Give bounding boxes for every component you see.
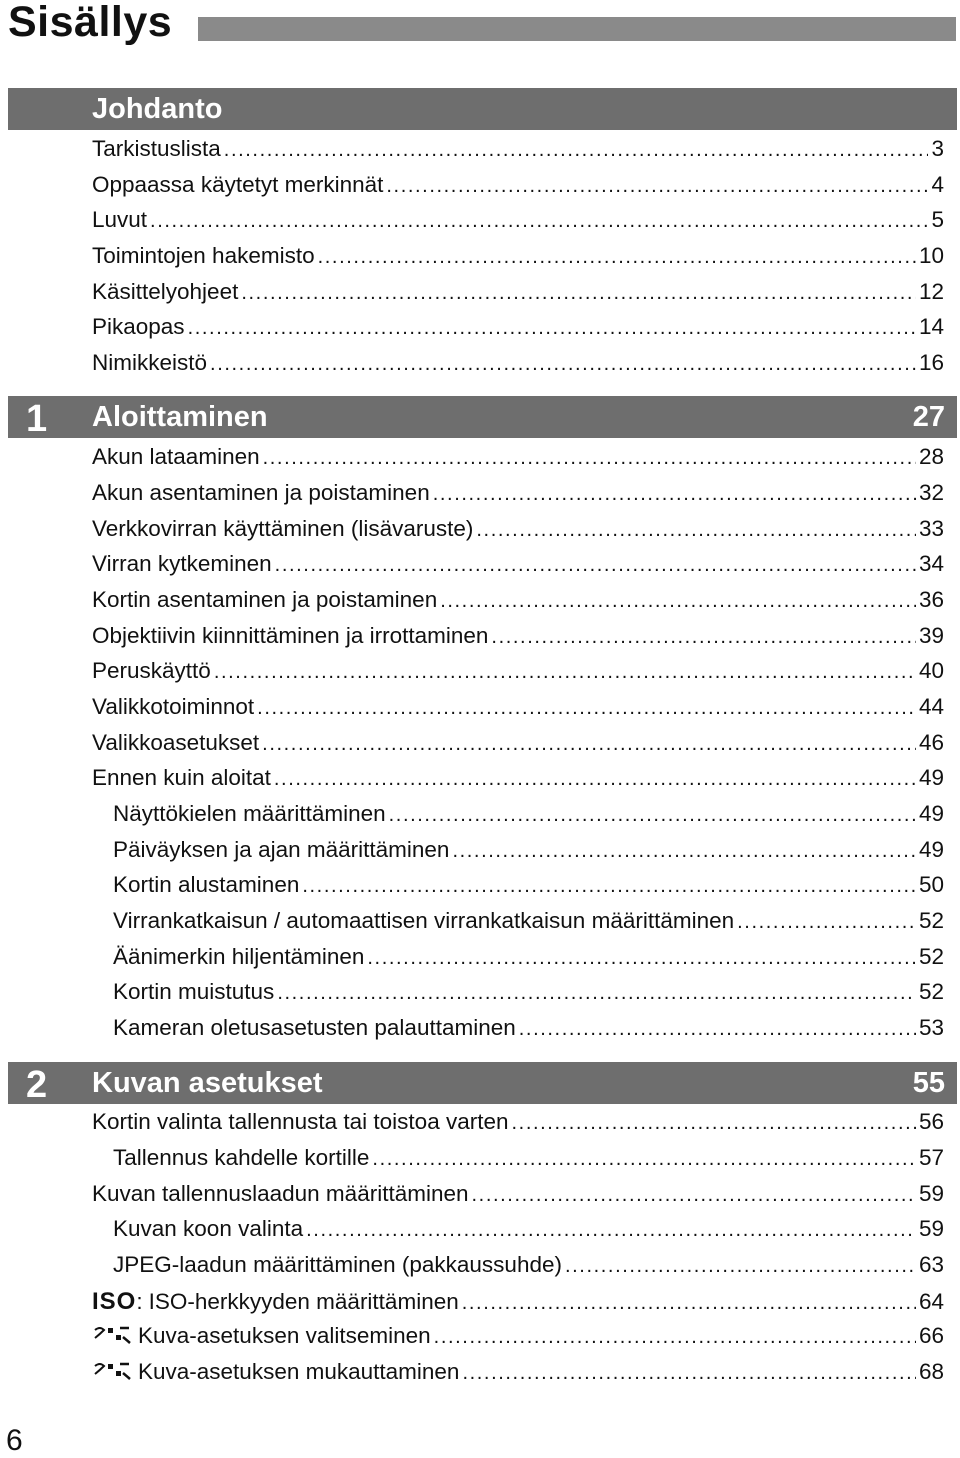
chapter-number: 1 bbox=[26, 398, 48, 440]
toc-subentry[interactable] bbox=[113, 1252, 944, 1282]
entry-label: Päiväyksen ja ajan määrittäminen bbox=[113, 837, 450, 862]
dot-leader bbox=[452, 840, 916, 863]
dot-leader bbox=[433, 483, 916, 506]
entry-label: Valikkoasetukset bbox=[92, 730, 260, 755]
toc-subentry[interactable] bbox=[113, 1015, 944, 1045]
page-number: 6 bbox=[6, 1424, 23, 1457]
dot-leader bbox=[462, 1362, 916, 1385]
entry-label: Käsittelyohjeet bbox=[92, 279, 239, 304]
entry-label: Tallennus kahdelle kortille bbox=[113, 1145, 370, 1170]
entry-label: JPEG-laadun määrittäminen (pakkaussuhde) bbox=[113, 1252, 562, 1277]
toc-subentry[interactable] bbox=[113, 837, 944, 867]
dot-leader bbox=[188, 317, 916, 340]
dot-leader bbox=[386, 175, 928, 198]
toc-subentry[interactable] bbox=[113, 944, 944, 974]
entry-label: Nimikkeistö bbox=[92, 350, 208, 375]
entry-page: 64 bbox=[918, 1289, 944, 1314]
entry-page: 12 bbox=[918, 279, 944, 304]
entry-label: Valikkotoiminnot bbox=[92, 694, 255, 719]
dot-leader bbox=[737, 911, 916, 934]
entry-page: 56 bbox=[918, 1109, 944, 1134]
toc-entry[interactable] bbox=[92, 587, 944, 617]
entry-label: Kortin muistutus bbox=[113, 979, 275, 1004]
entry-label: Äänimerkin hiljentäminen bbox=[113, 944, 365, 969]
chapter-number: 2 bbox=[26, 1064, 48, 1106]
toc-entry[interactable] bbox=[92, 1181, 944, 1211]
entry-page: 10 bbox=[918, 243, 944, 268]
toc-entry[interactable] bbox=[92, 730, 944, 760]
toc-subentry[interactable] bbox=[113, 872, 944, 902]
entry-label: Näyttökielen määrittäminen bbox=[113, 801, 386, 826]
entry-page: 39 bbox=[918, 623, 944, 648]
entry-label: Kuvan tallennuslaadun määrittäminen bbox=[92, 1181, 469, 1206]
entry-label: Virran kytkeminen bbox=[92, 551, 272, 576]
page-title: Sisällys bbox=[8, 0, 173, 46]
toc-entry[interactable] bbox=[92, 1109, 944, 1139]
dot-leader bbox=[519, 1018, 916, 1041]
entry-page: 68 bbox=[918, 1359, 944, 1384]
entry-label-group bbox=[92, 1288, 459, 1316]
dot-leader bbox=[476, 519, 916, 542]
toc-entry[interactable] bbox=[92, 172, 944, 202]
entry-label-group bbox=[92, 1359, 459, 1385]
dot-leader bbox=[277, 982, 916, 1005]
dot-leader bbox=[274, 768, 916, 791]
title-rule-bar bbox=[198, 17, 956, 41]
entry-label: Luvut bbox=[92, 207, 148, 232]
toc-entry[interactable] bbox=[92, 314, 944, 344]
dot-leader bbox=[367, 947, 916, 970]
dot-leader bbox=[302, 875, 916, 898]
entry-label: Verkkovirran käyttäminen (lisävaruste) bbox=[92, 516, 474, 541]
dot-leader bbox=[372, 1148, 916, 1171]
entry-label: Oppaassa käytetyt merkinnät bbox=[92, 172, 384, 197]
toc-entry[interactable] bbox=[92, 136, 944, 166]
iso-colon: : bbox=[136, 1289, 143, 1314]
picture-style-icon bbox=[92, 1323, 132, 1349]
entry-page: 59 bbox=[918, 1216, 944, 1241]
toc-subentry[interactable] bbox=[113, 1216, 944, 1246]
section-page: 27 bbox=[912, 401, 945, 433]
entry-label: Pikaopas bbox=[92, 314, 185, 339]
section-title: Aloittaminen bbox=[92, 401, 268, 433]
toc-entry[interactable] bbox=[92, 516, 944, 546]
entry-page: 4 bbox=[931, 172, 944, 197]
entry-label: Ennen kuin aloitat bbox=[92, 765, 271, 790]
entry-page: 40 bbox=[918, 658, 944, 683]
dot-leader bbox=[462, 1292, 916, 1315]
dot-leader bbox=[210, 353, 916, 376]
toc-entry[interactable] bbox=[92, 243, 944, 273]
section-header-aloittaminen bbox=[8, 396, 957, 438]
entry-page: 3 bbox=[931, 136, 944, 161]
entry-label: Akun lataaminen bbox=[92, 444, 260, 469]
entry-label: ISO-herkkyyden määrittäminen bbox=[148, 1289, 459, 1314]
dot-leader bbox=[306, 1219, 916, 1242]
toc-entry[interactable] bbox=[92, 279, 944, 309]
entry-page: 49 bbox=[918, 837, 944, 862]
dot-leader bbox=[318, 246, 916, 269]
toc-entry[interactable] bbox=[92, 1288, 944, 1318]
section-title: Kuvan asetukset bbox=[92, 1067, 323, 1099]
toc-entry[interactable] bbox=[92, 765, 944, 795]
entry-page: 53 bbox=[918, 1015, 944, 1040]
entry-label: Kortin valinta tallennusta tai toistoa varten bbox=[92, 1109, 509, 1134]
entry-label-group bbox=[92, 1323, 431, 1349]
entry-label: Akun asentaminen ja poistaminen bbox=[92, 480, 430, 505]
toc-entry[interactable] bbox=[92, 551, 944, 581]
dot-leader bbox=[241, 282, 916, 305]
entry-page: 63 bbox=[918, 1252, 944, 1277]
entry-page: 44 bbox=[918, 694, 944, 719]
dot-leader bbox=[565, 1255, 916, 1278]
entry-label: Peruskäyttö bbox=[92, 658, 211, 683]
entry-page: 16 bbox=[918, 350, 944, 375]
toc-subentry[interactable] bbox=[113, 979, 944, 1009]
entry-page: 36 bbox=[918, 587, 944, 612]
dot-leader bbox=[512, 1112, 916, 1135]
dot-leader bbox=[224, 139, 929, 162]
entry-label: Toimintojen hakemisto bbox=[92, 243, 315, 268]
toc-entry[interactable] bbox=[92, 480, 944, 510]
entry-label: Objektiivin kiinnittäminen ja irrottaminen bbox=[92, 623, 489, 648]
section-header-johdanto bbox=[8, 88, 957, 130]
entry-label: Virrankatkaisun / automaattisen virrankatkaisun määrittäminen bbox=[113, 908, 735, 933]
entry-label: Kuva-asetuksen valitseminen bbox=[138, 1323, 431, 1348]
dot-leader bbox=[491, 626, 916, 649]
entry-page: 5 bbox=[931, 207, 944, 232]
entry-label: Tarkistuslista bbox=[92, 136, 221, 161]
picture-style-icon bbox=[92, 1359, 132, 1385]
dot-leader bbox=[389, 804, 916, 827]
iso-icon: ISO bbox=[92, 1288, 137, 1315]
entry-page: 52 bbox=[918, 944, 944, 969]
entry-label: Kortin asentaminen ja poistaminen bbox=[92, 587, 438, 612]
entry-label: Kortin alustaminen bbox=[113, 872, 300, 897]
dot-leader bbox=[434, 1326, 916, 1349]
entry-page: 28 bbox=[918, 444, 944, 469]
entry-page: 52 bbox=[918, 979, 944, 1004]
toc-subentry[interactable] bbox=[113, 801, 944, 831]
entry-page: 49 bbox=[918, 801, 944, 826]
toc-entry[interactable] bbox=[92, 444, 944, 474]
entry-page: 32 bbox=[918, 480, 944, 505]
toc-entry[interactable] bbox=[92, 207, 944, 237]
dot-leader bbox=[214, 661, 916, 684]
toc-entry[interactable] bbox=[92, 1359, 944, 1389]
entry-page: 34 bbox=[918, 551, 944, 576]
toc-entry[interactable] bbox=[92, 658, 944, 688]
dot-leader bbox=[275, 554, 916, 577]
toc-subentry[interactable] bbox=[113, 908, 944, 938]
toc-subentry[interactable] bbox=[113, 1145, 944, 1175]
entry-label: Kameran oletusasetusten palauttaminen bbox=[113, 1015, 516, 1040]
entry-page: 50 bbox=[918, 872, 944, 897]
dot-leader bbox=[472, 1184, 916, 1207]
entry-page: 66 bbox=[918, 1323, 944, 1348]
toc-entry[interactable] bbox=[92, 694, 944, 724]
toc-entry[interactable] bbox=[92, 350, 944, 380]
section-page: 55 bbox=[912, 1067, 945, 1099]
entry-label: Kuvan koon valinta bbox=[113, 1216, 304, 1241]
dot-leader bbox=[263, 447, 916, 470]
dot-leader bbox=[150, 210, 928, 233]
entry-page: 49 bbox=[918, 765, 944, 790]
entry-page: 59 bbox=[918, 1181, 944, 1206]
toc-entry[interactable] bbox=[92, 623, 944, 653]
entry-page: 57 bbox=[918, 1145, 944, 1170]
entry-page: 33 bbox=[918, 516, 944, 541]
entry-page: 52 bbox=[918, 908, 944, 933]
entry-page: 46 bbox=[918, 730, 944, 755]
section-header-kuvan-asetukset bbox=[8, 1062, 957, 1104]
dot-leader bbox=[440, 590, 916, 613]
entry-page: 14 bbox=[918, 314, 944, 339]
dot-leader bbox=[257, 697, 916, 720]
dot-leader bbox=[262, 733, 916, 756]
section-title: Johdanto bbox=[92, 93, 223, 125]
toc-entry[interactable] bbox=[92, 1323, 944, 1353]
entry-label: Kuva-asetuksen mukauttaminen bbox=[138, 1359, 460, 1384]
